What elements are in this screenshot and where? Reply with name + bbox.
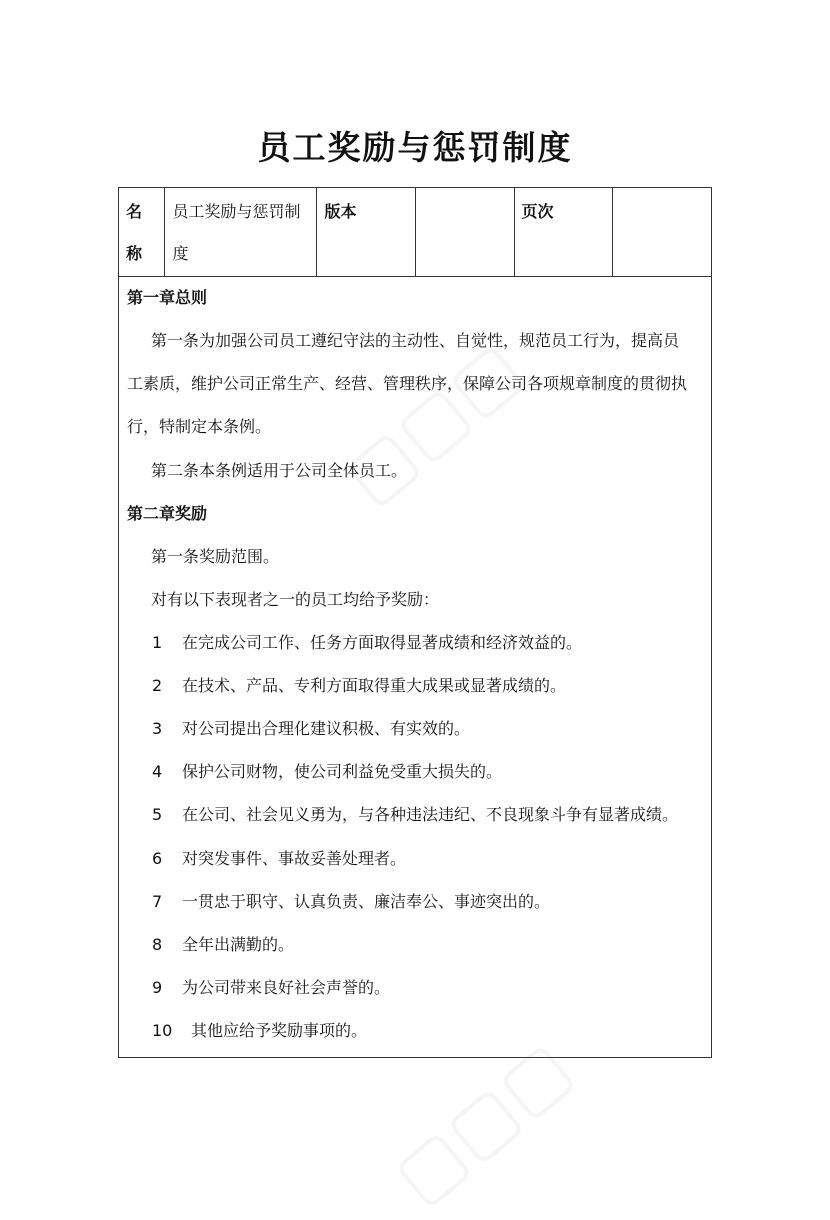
chapter-heading: 第一章总则 [127, 288, 208, 307]
version-value-cell [415, 188, 514, 276]
item-number: 5 [152, 805, 163, 824]
item-number: 9 [152, 978, 163, 997]
name-label-cell [119, 188, 164, 276]
version-label-cell [316, 188, 415, 276]
item-number: 4 [152, 762, 163, 781]
item-text: 对突发事件、事故妥善处理者。 [182, 849, 407, 868]
paragraph-line: 第二条本条例适用于公司全体员工。 [151, 461, 408, 480]
item-number: 2 [152, 676, 163, 695]
name-label: 名称 [126, 202, 143, 263]
paragraph-line: 第一条奖励范围。 [151, 547, 280, 566]
item-text: 在完成公司工作、任务方面取得显著成绩和经济效益的。 [182, 633, 583, 652]
item-number: 6 [152, 849, 163, 868]
document-box [118, 187, 712, 1058]
item-text: 在公司、社会见义勇为，与各种违法违纪、不良现象斗争有显著成绩。 [182, 805, 679, 824]
version-label: 版本 [324, 202, 357, 221]
item-number: 1 [152, 633, 163, 652]
item-text: 在技术、产品、专利方面取得重大成果或显著成绩的。 [182, 676, 567, 695]
item-text: 为公司带来良好社会声誉的。 [182, 978, 391, 997]
name-value-cell [164, 188, 316, 276]
chapter-heading: 第二章奖励 [127, 504, 208, 523]
item-number: 10 [152, 1021, 173, 1040]
item-number: 7 [152, 892, 163, 911]
paragraph-line: 工素质，维护公司正常生产、经营、管理秩序，保障公司各项规章制度的贯彻执 [127, 374, 688, 393]
item-number: 3 [152, 719, 163, 738]
name-value: 员工奖励与惩罚制度 [172, 202, 301, 263]
item-text: 全年出满勤的。 [182, 935, 295, 954]
header-table [119, 188, 711, 277]
item-text: 保护公司财物，使公司利益免受重大损失的。 [182, 762, 503, 781]
page-value-cell [612, 188, 711, 276]
paragraph-line: 对有以下表现者之一的员工均给予奖励： [151, 590, 440, 609]
page-label-cell [514, 188, 612, 276]
document-title: 员工奖励与惩罚制度 [257, 128, 573, 167]
page-label: 页次 [521, 202, 554, 221]
paragraph-line: 第一条为加强公司员工遵纪守法的主动性、自觉性，规范员工行为，提高员 [151, 331, 680, 350]
item-text: 对公司提出合理化建议积极、有实效的。 [182, 719, 471, 738]
paragraph-line: 行，特制定本条例。 [127, 417, 272, 436]
item-text: 其他应给予奖励事项的。 [191, 1021, 368, 1040]
item-number: 8 [152, 935, 163, 954]
item-text: 一贯忠于职守、认真负责、廉洁奉公、事迹突出的。 [182, 892, 551, 911]
